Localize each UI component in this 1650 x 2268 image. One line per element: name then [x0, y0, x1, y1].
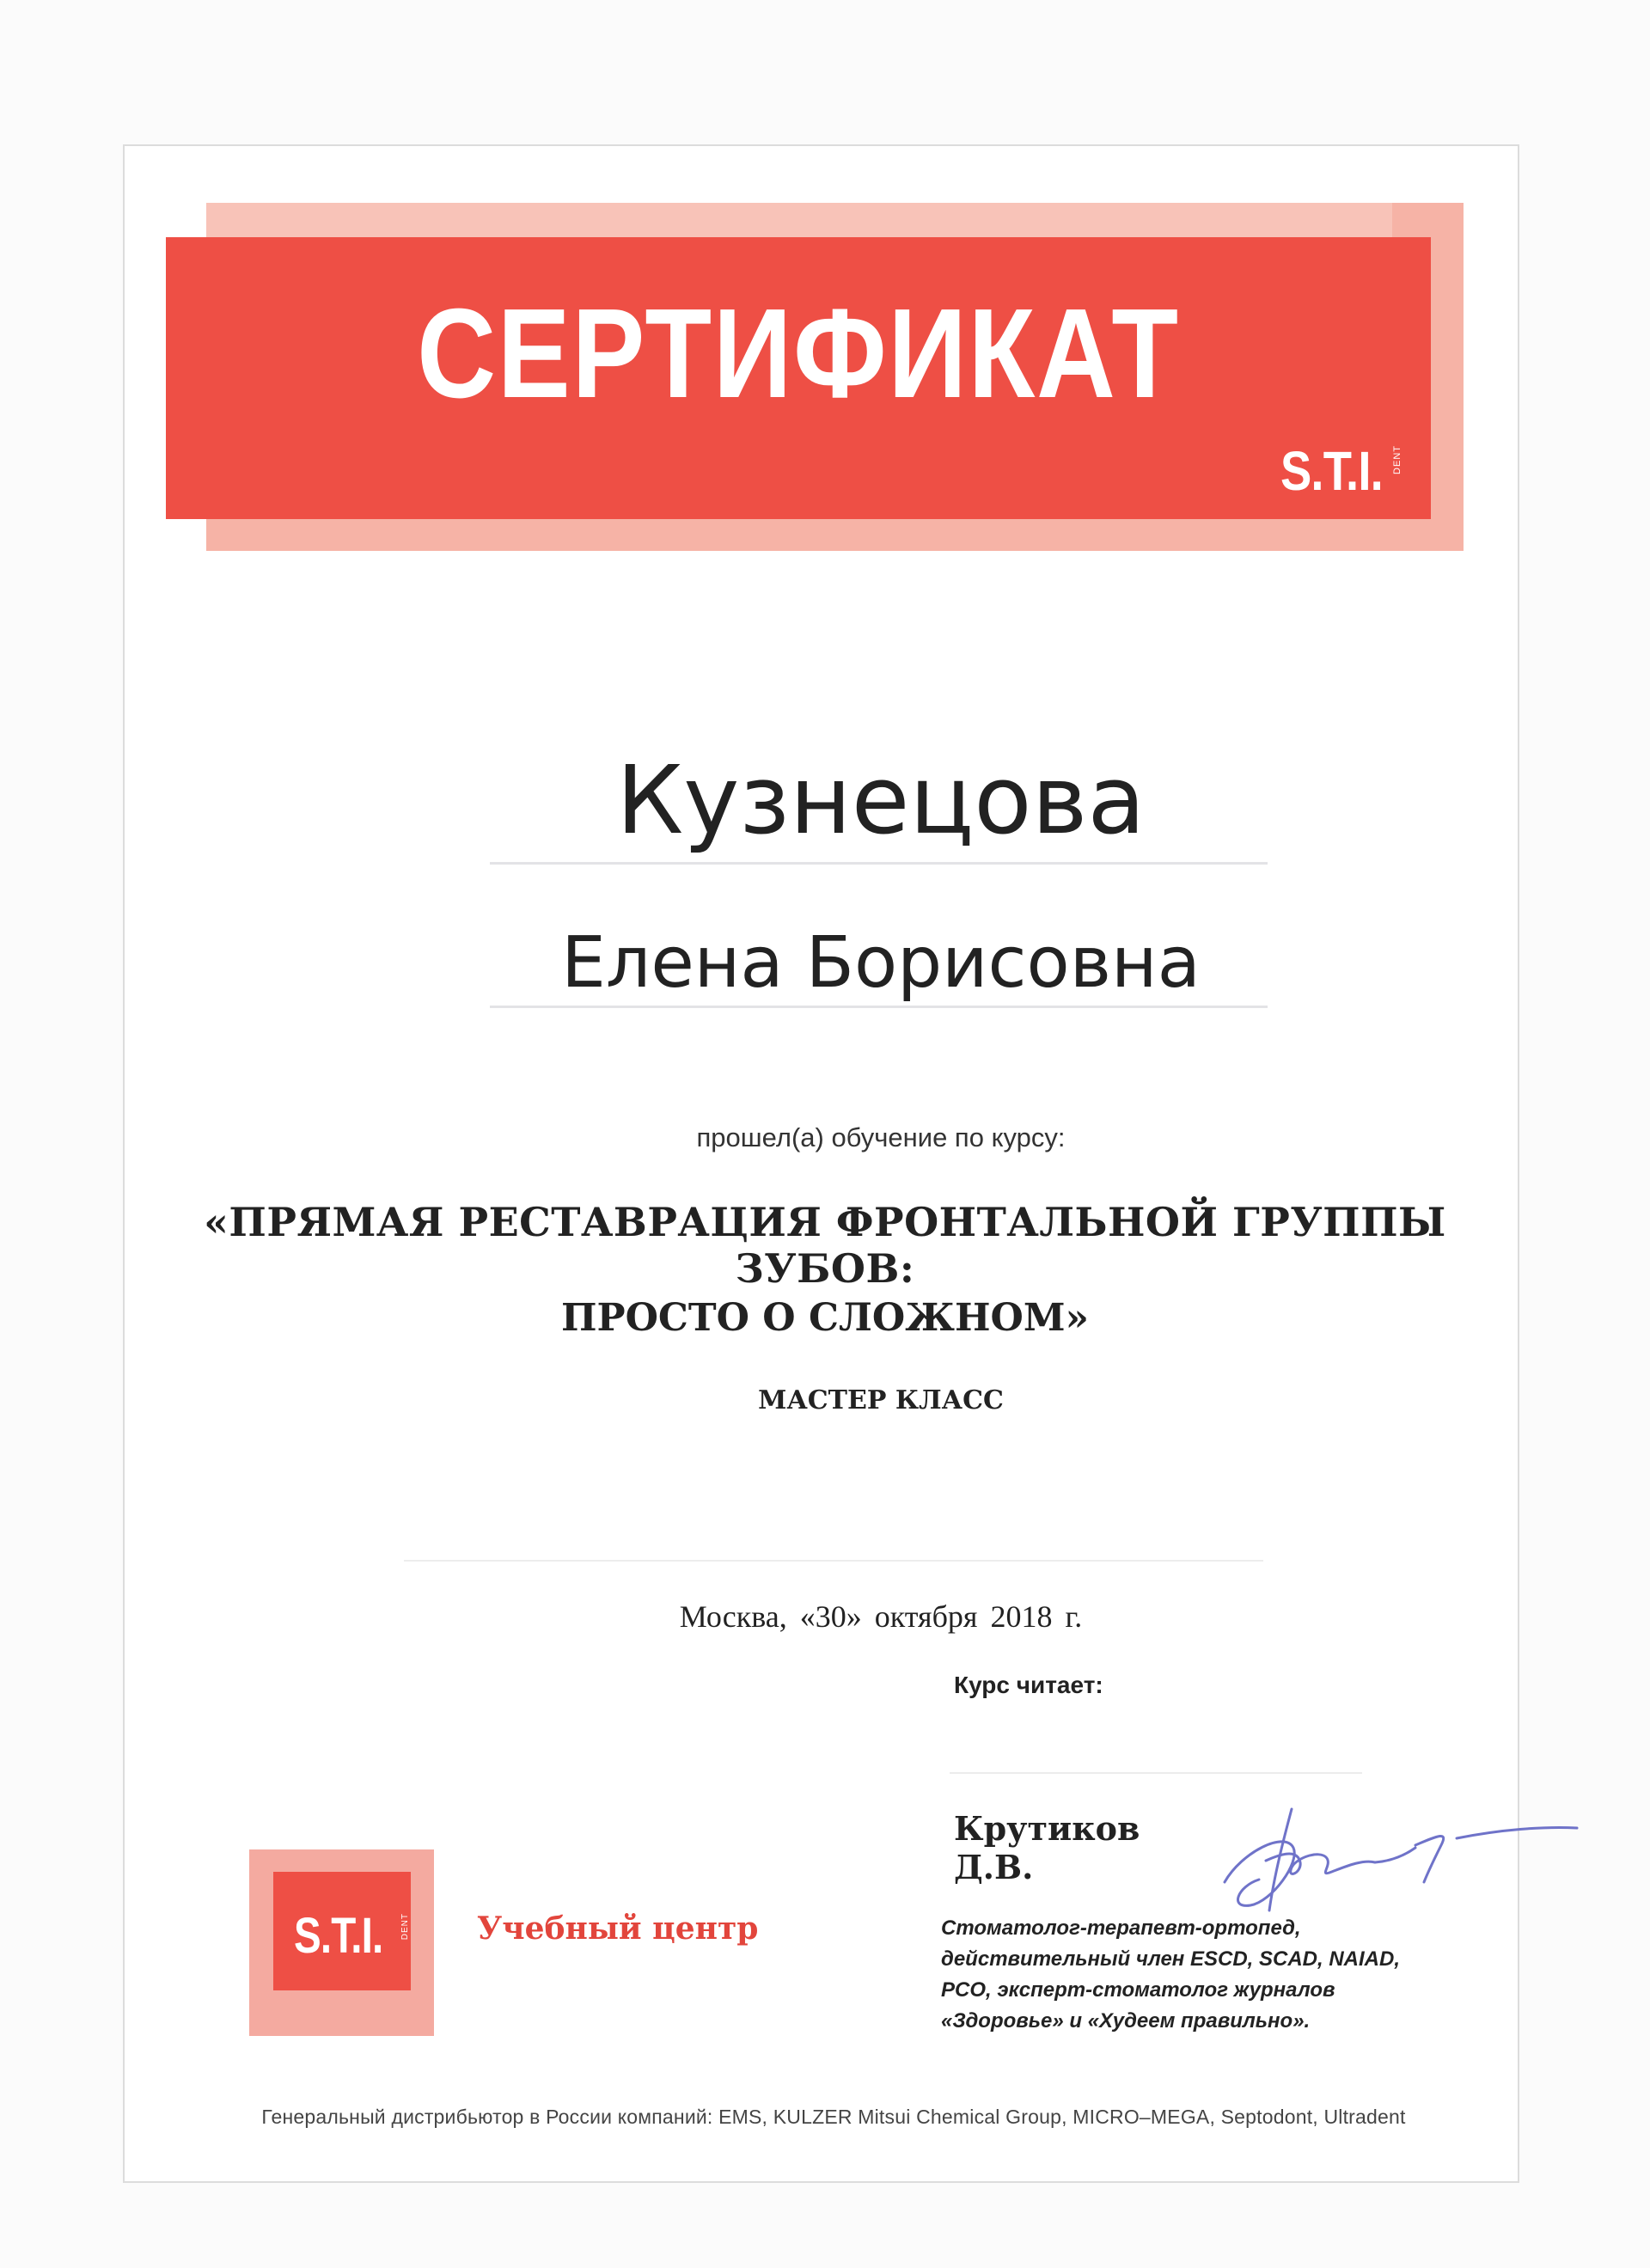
- course-format: МАСТЕР КЛАСС: [758, 1385, 1004, 1415]
- credentials-line: «Здоровье» и «Худеем правильно».: [941, 2009, 1311, 2033]
- certificate-title: СЕРТИФИКАТ: [417, 283, 1180, 425]
- lecturer-label: Курс читает:: [954, 1672, 1103, 1698]
- credentials-line: PCO, эксперт-стоматолог журналов: [941, 1978, 1335, 2002]
- lecturer-divider: [950, 1772, 1362, 1774]
- training-center-label: Учебный центр: [477, 1910, 759, 1947]
- distributor-note: Генеральный дистрибьютор в России компаний: EMS, KULZER Mitsui Chemical Group, MICRO–MEGA, Septodont, Ultradent: [261, 2106, 1406, 2128]
- lecturer-signature: [1190, 1800, 1586, 1921]
- divider-line: [404, 1560, 1263, 1562]
- course-title-line-2: ПРОСТО О СЛОЖНОМ»: [560, 1296, 1090, 1340]
- place-and-date: Москва, «30» октября 2018 г.: [679, 1599, 1083, 1634]
- banner-logo: [1280, 440, 1402, 504]
- banner-logo-text: S.T.I.: [1280, 440, 1383, 502]
- credentials-line: действительный член ESCD, SCAD, NAIAD,: [941, 1947, 1400, 1971]
- completed-label: прошел(а) обучение по курсу:: [696, 1122, 1066, 1152]
- recipient-surname: Кузнецова: [616, 745, 1146, 855]
- footer-logo-side-text: DENT: [400, 1913, 410, 1941]
- surname-underline: [490, 862, 1268, 865]
- lecturer-credentials: [941, 1913, 1457, 2037]
- banner-shadow-strip: [206, 203, 1392, 241]
- footer-logo-text: S.T.I.: [294, 1908, 383, 1964]
- credentials-line: Стоматолог-терапевт-ортопед,: [941, 1916, 1301, 1940]
- banner-logo-side-text: DENT: [1391, 445, 1402, 474]
- given-names-underline: [490, 1006, 1268, 1008]
- recipient-given-names: Елена Борисовна: [561, 922, 1201, 1004]
- lecturer-name: Крутиков Д.В.: [954, 1809, 1140, 1886]
- course-title-line-1: «ПРЯМАЯ РЕСТАВРАЦИЯ ФРОНТАЛЬНОЙ ГРУППЫ ЗУБОВ:: [204, 1199, 1446, 1292]
